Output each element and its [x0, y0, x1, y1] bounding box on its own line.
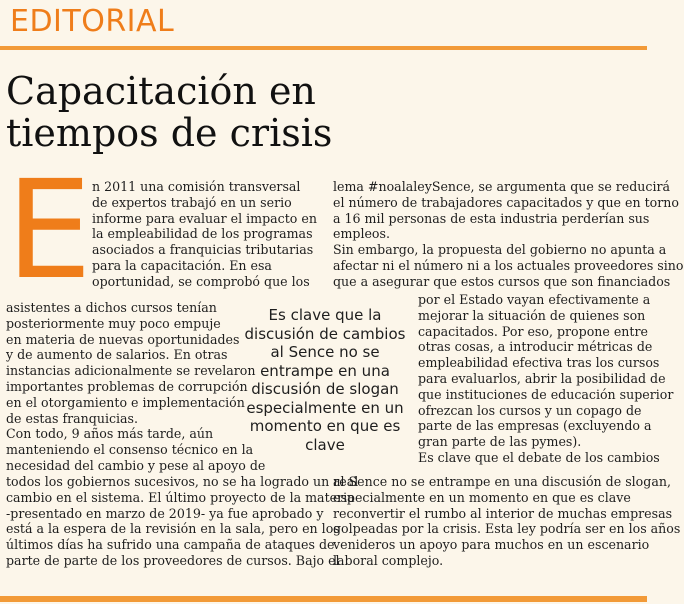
section-label: EDITORIAL: [10, 4, 175, 39]
body-text-line: en materia de nuevas oportunidades: [6, 331, 240, 347]
body-text-line: que a asegurar que estos cursos que son financiados: [333, 273, 671, 289]
bottom-rule: [0, 596, 647, 602]
body-text-line: venideros un apoyo para muchos en un escenario: [333, 537, 650, 553]
body-text-line: capacitados. Por eso, propone entre: [418, 323, 648, 339]
body-text-line: posteriormente muy poco empuje: [6, 315, 221, 331]
body-text-line: la empleabilidad de los programas: [92, 226, 313, 242]
body-text-line: afectar ni el número ni a los actuales proveedores sino: [333, 257, 684, 273]
body-text-line: está a la espera de la revisión en la sala, pero en los: [6, 521, 340, 537]
body-text-line: asistentes a dichos cursos tenían: [6, 300, 217, 315]
left-column-top: [92, 179, 317, 290]
body-text-line: de estas franquicias.: [6, 410, 139, 426]
headline: [6, 70, 566, 154]
body-text-line: lema #noalaleySence, se argumenta que se reducirá: [333, 179, 671, 194]
body-text-line: otras cosas, a introducir métricas de: [418, 339, 653, 355]
body-text-line: a 16 mil personas de esta industria perderían sus: [333, 210, 650, 226]
body-text-line: Es clave que el debate de los cambios: [418, 449, 660, 465]
right-column-top: [333, 179, 684, 290]
body-text-line: todos los gobiernos sucesivos, no se ha logrado un real: [6, 474, 359, 489]
right-column-bottom: [333, 474, 680, 569]
body-text-line: que instituciones de educación superior: [418, 386, 674, 402]
body-text-line: instancias adicionalmente se revelaron: [6, 363, 256, 379]
body-text-line: parte de parte de los proveedores de cursos. Bajo el: [6, 552, 340, 568]
body-text-line: -presentado en marzo de 2019- ya fue aprobado y: [6, 505, 324, 521]
body-text-line: empleos.: [333, 226, 390, 242]
body-text-line: manteniendo el consenso técnico en la: [6, 442, 254, 458]
body-text-line: n 2011 una comisión transversal: [92, 179, 301, 194]
headline-line: tiempos de crisis: [6, 111, 333, 155]
body-text-line: especialmente en un momento en que es clave: [333, 489, 631, 505]
body-text-line: importantes problemas de corrupción: [6, 378, 248, 394]
body-text-line: para la capacitación. En esa: [92, 257, 272, 273]
body-text-line: de expertos trabajó en un serio: [92, 194, 292, 210]
body-text-line: laboral complejo.: [333, 552, 444, 568]
body-text-line: informe para evaluar el impacto en: [92, 210, 317, 226]
body-text-line: golpeadas por la crisis. Esta ley podría ser en los años: [333, 521, 681, 537]
body-text-line: el número de trabajadores capacitados y que en torno: [333, 194, 679, 210]
body-text-line: últimos días ha sufrido una campaña de ataques de: [6, 537, 335, 553]
drop-cap: E: [6, 152, 92, 310]
body-text-line: Sin embargo, la propuesta del gobierno no apunta a: [333, 242, 667, 258]
body-text-line: al Sence no se entrampe en una discusión de slogan,: [333, 474, 671, 489]
pull-quote: Es clave que la discusión de cambios al Sence no se entrampe en una discusión de slogan especialmente en un momento en que es clave: [244, 306, 406, 454]
left-column-middle: [6, 300, 265, 474]
body-text-line: reconvertir el rumbo al interior de muchas empresas: [333, 505, 673, 521]
body-text-line: oportunidad, se comprobó que los: [92, 273, 310, 289]
body-text-line: ofrezcan los cursos y un copago de: [418, 402, 642, 418]
body-text-line: y de aumento de salarios. En otras: [6, 347, 228, 363]
body-text-line: gran parte de las pymes).: [418, 434, 582, 450]
body-text-line: en el otorgamiento e implementación: [6, 394, 245, 410]
body-text-line: mejorar la situación de quienes son: [418, 307, 646, 323]
body-text-line: cambio en el sistema. El último proyecto de la materia: [6, 489, 355, 505]
body-text-line: empleabilidad efectiva tras los cursos: [418, 355, 660, 371]
body-text-line: Con todo, 9 años más tarde, aún: [6, 426, 214, 442]
body-text-line: asociados a franquicias tributarias: [92, 242, 314, 258]
body-text-line: por el Estado vayan efectivamente a: [418, 292, 651, 307]
headline-line: Capacitación en: [6, 69, 316, 113]
body-text-line: necesidad del cambio y pese al apoyo de: [6, 457, 266, 473]
body-text-line: parte de las empresas (excluyendo a: [418, 418, 652, 434]
top-rule: [0, 46, 647, 50]
left-column-bottom: [6, 474, 358, 569]
right-column-middle: [418, 292, 673, 466]
body-text-line: para evaluarlos, abrir la posibilidad de: [418, 370, 666, 386]
